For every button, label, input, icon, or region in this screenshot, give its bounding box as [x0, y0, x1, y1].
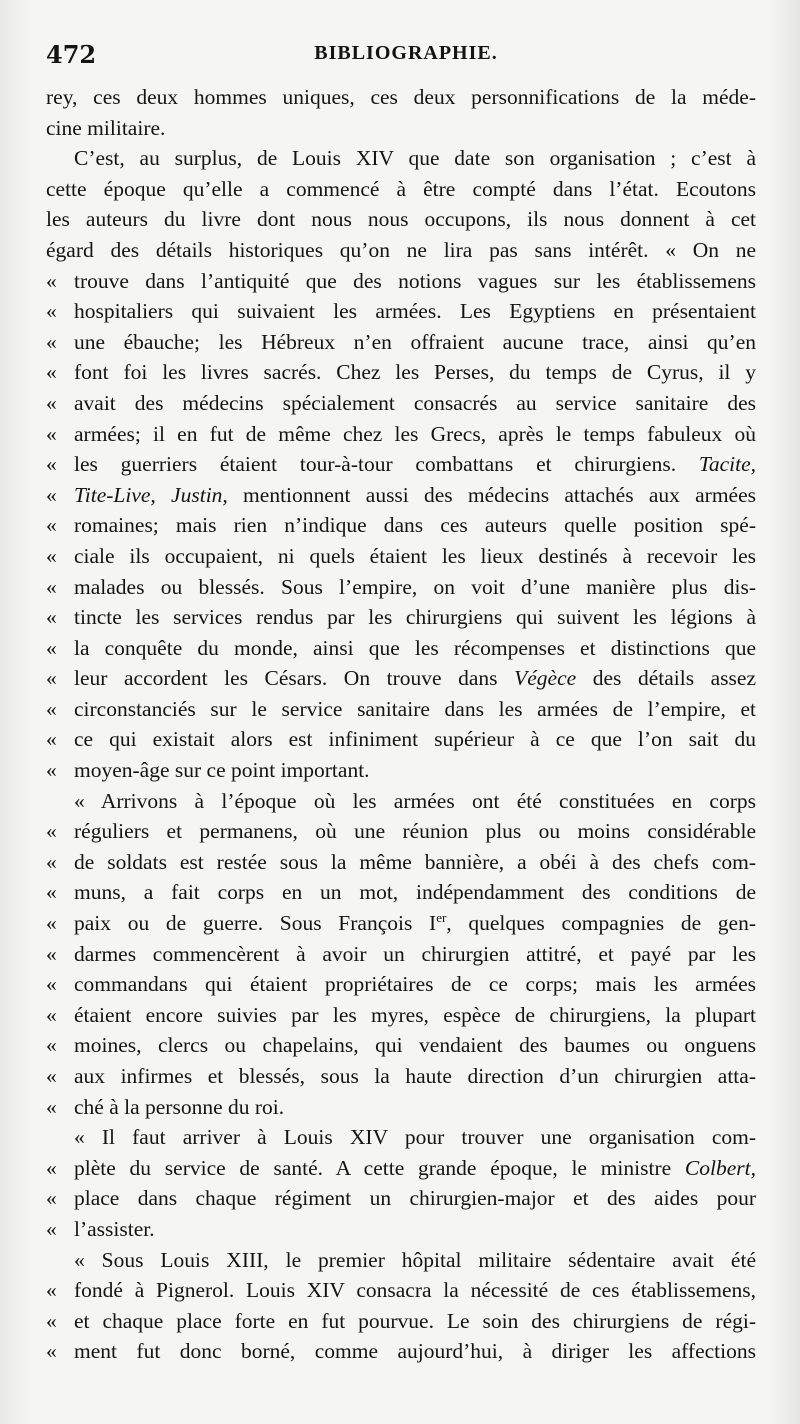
quoted-line: « aux infirmes et blessés, sous la haute direction d’un chirurgien atta-: [46, 1061, 756, 1092]
page-number: 472: [46, 40, 97, 69]
quote-mark: «: [46, 911, 57, 936]
quoted-line: « moyen-âge sur ce point important.: [46, 755, 756, 786]
quoted-line: « muns, a fait corps en un mot, indépendamment des conditions de: [46, 877, 756, 908]
page-header: [46, 40, 766, 76]
quote-mark: «: [46, 1002, 57, 1027]
quoted-line: « l’assister.: [46, 1214, 756, 1245]
quote-mark: «: [46, 452, 57, 477]
quote-mark: «: [46, 941, 57, 966]
text-line: les auteurs du livre dont nous nous occupons, ils nous donnent à cet: [46, 207, 756, 232]
quote-mark: «: [46, 1094, 57, 1119]
quoted-line: « hospitaliers qui suivaient les armées. Les Egyptiens en présentaient: [46, 296, 756, 327]
quote-mark: «: [46, 482, 57, 507]
quoted-line: « avait des médecins spécialement consacrés au service sanitaire des: [46, 388, 756, 419]
author-name: Tacite,: [698, 452, 756, 477]
paragraph-start: « Arrivons à l’époque où les armées ont été constituées en corps: [74, 788, 756, 813]
quoted-line: « ciale ils occupaient, ni quels étaient les lieux destinés à recevoir les: [46, 541, 756, 572]
quoted-line: « darmes commencèrent à avoir un chirurgien attitré, et payé par les: [46, 939, 756, 970]
quoted-line: « plète du service de santé. A cette grande époque, le ministre Colbert,: [46, 1153, 756, 1184]
quote-mark: «: [46, 666, 57, 691]
body-text: [46, 82, 756, 1367]
quoted-line: « armées; il en fut de même chez les Grecs, après le temps fabuleux où: [46, 419, 756, 450]
quote-mark: «: [46, 1064, 57, 1088]
quote-mark: «: [46, 329, 57, 354]
quoted-line: « et chaque place forte en fut pourvue. Le soin des chirurgiens de régi-: [46, 1306, 756, 1337]
quoted-line: « ment fut donc borné, comme aujourd’hui, à diriger les affections: [46, 1336, 756, 1367]
superscript: er: [436, 909, 447, 925]
quoted-line: « malades ou blessés. Sous l’empire, on voit d’une manière plus dis-: [46, 572, 756, 603]
quoted-line: « ce qui existait alors est infiniment supérieur à ce que l’on sait du: [46, 724, 756, 755]
quoted-line: « les guerriers étaient tour-à-tour combattans et chirurgiens. Tacite,: [46, 449, 756, 480]
quoted-line: « tincte les services rendus par les chirurgiens qui suivent les légions à: [46, 602, 756, 633]
quoted-line: « une ébauche; les Hébreux n’en offraient aucune trace, ainsi qu’en: [46, 327, 756, 358]
paragraph-start: « Sous Louis XIII, le premier hôpital militaire sédentaire avait été: [74, 1247, 756, 1272]
quoted-line: « de soldats est restée sous la même bannière, a obéi à des chefs com-: [46, 847, 756, 878]
text-line: égard des détails historiques qu’on ne lira pas sans intérêt. « On ne: [46, 237, 756, 262]
quote-mark: «: [46, 1033, 57, 1058]
quote-mark: «: [46, 421, 57, 446]
quote-mark: «: [46, 299, 57, 324]
quoted-line: « leur accordent les Césars. On trouve dans Végèce des détails assez: [46, 663, 756, 694]
quote-mark: «: [46, 390, 57, 415]
quote-mark: «: [46, 1186, 57, 1211]
quoted-line: « trouve dans l’antiquité que des notions vagues sur les établissemens: [46, 266, 756, 297]
quote-mark: «: [46, 360, 57, 385]
text-line: cette époque qu’elle a commencé à être compté dans l’état. Ecoutons: [46, 176, 756, 201]
quote-mark: «: [46, 880, 57, 905]
text-line: cine militaire.: [46, 115, 166, 140]
paragraph-start: « Il faut arriver à Louis XIV pour trouver une organisation com-: [74, 1125, 756, 1150]
quote-mark: «: [46, 1278, 57, 1303]
quote-mark: «: [46, 1308, 57, 1333]
quoted-line: « moines, clercs ou chapelains, qui vendaient des baumes ou onguens: [46, 1030, 756, 1061]
quoted-line: « étaient encore suivies par les myres, espèce de chirurgiens, la plupart: [46, 1000, 756, 1031]
quoted-line: « Tite-Live, Justin, mentionnent aussi des médecins attachés aux armées: [46, 480, 756, 511]
quoted-line: « commandans qui étaient propriétaires de ce corps; mais les armées: [46, 969, 756, 1000]
quote-mark: «: [46, 543, 57, 568]
text-line: rey, ces deux hommes uniques, ces deux personnifications de la méde-: [46, 85, 756, 109]
quote-mark: «: [46, 1155, 57, 1180]
quoted-line: « la conquête du monde, ainsi que les récompenses et distinctions que: [46, 633, 756, 664]
quote-mark: «: [46, 513, 57, 538]
running-head: BIBLIOGRAPHIE.: [314, 42, 498, 64]
quoted-line: « fondé à Pignerol. Louis XIV consacra la nécessité de ces établissemens,: [46, 1275, 756, 1306]
author-name: Végèce: [514, 666, 577, 691]
quote-mark: «: [46, 605, 57, 630]
author-name: Colbert,: [684, 1155, 756, 1180]
quote-mark: «: [46, 727, 57, 752]
author-name: Tite-Live, Justin,: [74, 482, 228, 507]
quote-mark: «: [46, 1339, 57, 1364]
quote-mark: «: [46, 849, 57, 874]
paragraph-start: C’est, au surplus, de Louis XIV que date son organisation ; c’est à: [74, 146, 756, 171]
quoted-line: « ché à la personne du roi.: [46, 1092, 756, 1123]
quoted-line: « romaines; mais rien n’indique dans ces auteurs quelle position spé-: [46, 510, 756, 541]
quote-mark: «: [46, 268, 57, 293]
quoted-line: « font foi les livres sacrés. Chez les Perses, du temps de Cyrus, il y: [46, 357, 756, 388]
quote-mark: «: [46, 635, 57, 660]
quote-mark: «: [46, 972, 57, 997]
quote-mark: «: [46, 574, 57, 599]
quote-mark: «: [46, 1216, 57, 1241]
quoted-line: « paix ou de guerre. Sous François Ier, quelques compagnies de gen-: [46, 908, 756, 939]
quote-mark: «: [46, 758, 57, 783]
quote-mark: «: [46, 696, 57, 721]
quoted-line: « réguliers et permanens, où une réunion plus ou moins considérable: [46, 816, 756, 847]
quoted-line: « circonstanciés sur le service sanitaire dans les armées de l’empire, et: [46, 694, 756, 725]
quote-mark: «: [46, 819, 57, 844]
quoted-line: « place dans chaque régiment un chirurgien-major et des aides pour: [46, 1183, 756, 1214]
